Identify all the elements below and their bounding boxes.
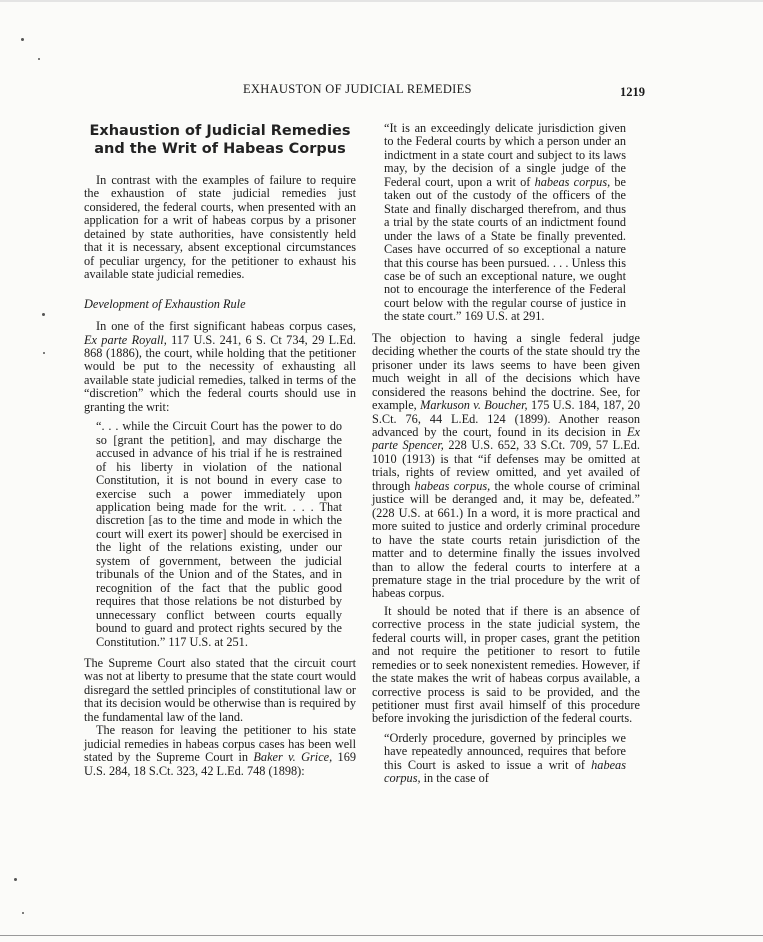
left-column bbox=[84, 122, 356, 778]
royall-quote: “. . . while the Circuit Court has the power to do so [grant the petition], and may discharge the accused in advance of his trial if he is restrained of his liberty in violation of the national Constitution, it is not bound in every case to exercise such a power immediately upon application being made for the writ. . . . That discretion [as to the time and mode in which the court will exert its power] should be exercised in the light of the relations existing, under our system of government, between the judicial tribunals of the Union and of the States, and in recognition of the fact that the public good requires that those relations be not disturbed by unnecessary conflict between courts equally bound to guard and protect rights secured by the Constitution.” 117 U.S. at 251. bbox=[96, 419, 342, 649]
orderly-procedure-quote: “Orderly procedure, governed by principles we have repeatedly announced, requires that before this Court is asked to issue a writ of habeas corpus, in the case of bbox=[384, 730, 626, 786]
section-title: Exhaustion of Judicial Remedies and the Writ of Habeas Corpus bbox=[89, 123, 351, 157]
intro-paragraph: In contrast with the examples of failure to require the exhaustion of state judicial remedies just considered, the federal courts, when presented with an application for a writ of habeas corpus by a prisoner detained by state authorities, have consistently held that it is necessary, absent exceptional circumstances of peculiar urgency, for the petitioner to exhaust his available state judicial remedies. bbox=[84, 173, 356, 282]
case-name: Markuson v. Boucher, bbox=[420, 398, 528, 413]
subsection-heading: Development of Exhaustion Rule bbox=[84, 296, 246, 311]
page-header bbox=[0, 82, 763, 102]
royall-paragraph: In one of the first significant habeas corpus cases, Ex parte Royall, 117 U.S. 241, 6 S. Ct 734, 29 L.Ed. 868 (1886), the court, while holding that the petitioner would be put to the necessity of exhausting all available state judicial remedies, talked in terms of the “discretion” which the federal courts should use in granting the writ: bbox=[84, 319, 356, 414]
scan-bottom-edge bbox=[0, 935, 763, 936]
objection-paragraph: The objection to having a single federal judge deciding whether the courts of the state should try the prisoner under its laws seems to have been given much weight in all of the decisions which have considered the reasons behind the doctrine. See, for example, Markuson v. Boucher, 175 U.S. 184, 187, 20 S.Ct. 76, 44 L.Ed. 124 (1899). Another reason advanced by the court, found in its decision in Ex parte Spencer, 228 U.S. 652, 33 S.Ct. 709, 57 L.Ed. 1010 (1913) is that “if defenses may be omitted at trials, rights of review omitted, and yet availed of through habeas corpus, the whole course of criminal justice will be deranged and, it may be, defeated.” (228 U.S. at 661.) In a word, it is more practical and more suited to justice and orderly criminal procedure to have the state courts retain jurisdiction of the matter and to determine finally the issues involved than to allow the federal courts to interfere at a premature stage in the trial procedure by the writ of habeas corpus. bbox=[372, 330, 641, 601]
corrective-process-paragraph: It should be noted that if there is an absence of corrective process in the state judicial system, the federal courts will, in proper cases, grant the petition and not require the petitioner to resort to futile remedies or to seek nonexistent remedies. However, if the state makes the writ of habeas corpus available, a corrective process is said to be provided, and the petitioner must first avail himself of this procedure before invoking the jurisdiction of the federal courts. bbox=[372, 603, 640, 726]
baker-quote: “It is an exceedingly delicate jurisdiction given to the Federal courts by which a person under an indictment in a state court and subject to its laws may, by the decision of a single judge of the Federal court, upon a writ of habeas corpus, be taken out of the custody of the officers of the State and finally discharged therefrom, and thus a trial by the state courts of an indictment found under the laws of a State be finally prevented. Cases have occurred of so exceptional a nature that this course has been pursued. . . . Unless this case be of such an exceptional nature, we ought not to encourage the interference of the Federal court below with the regular course of justice in the state court.” 169 U.S. at 291. bbox=[384, 121, 627, 324]
case-name: Baker v. Grice, bbox=[253, 750, 333, 765]
scan-top-edge bbox=[0, 0, 763, 2]
running-head: EXHAUSTON OF JUDICIAL REMEDIES bbox=[243, 82, 472, 96]
case-name: Ex parte Royall, bbox=[84, 332, 167, 347]
right-column bbox=[372, 122, 640, 794]
baker-paragraph: The reason for leaving the petitioner to his state judicial remedies in habeas corpus cases has been well stated by the Supreme Court in Baker v. Grice, 169 U.S. 284, 18 S.Ct. 323, 42 L.Ed. 748 (1898): bbox=[84, 723, 356, 778]
page-number: 1219 bbox=[620, 85, 645, 99]
case-name: Ex parte Spencer, bbox=[372, 424, 640, 453]
circuit-court-paragraph: The Supreme Court also stated that the circuit court was not at liberty to presume that the state court would disregard the settled principles of constitutional law or that its decision would be otherwise than is required by the fundamental law of the land. bbox=[84, 655, 356, 724]
